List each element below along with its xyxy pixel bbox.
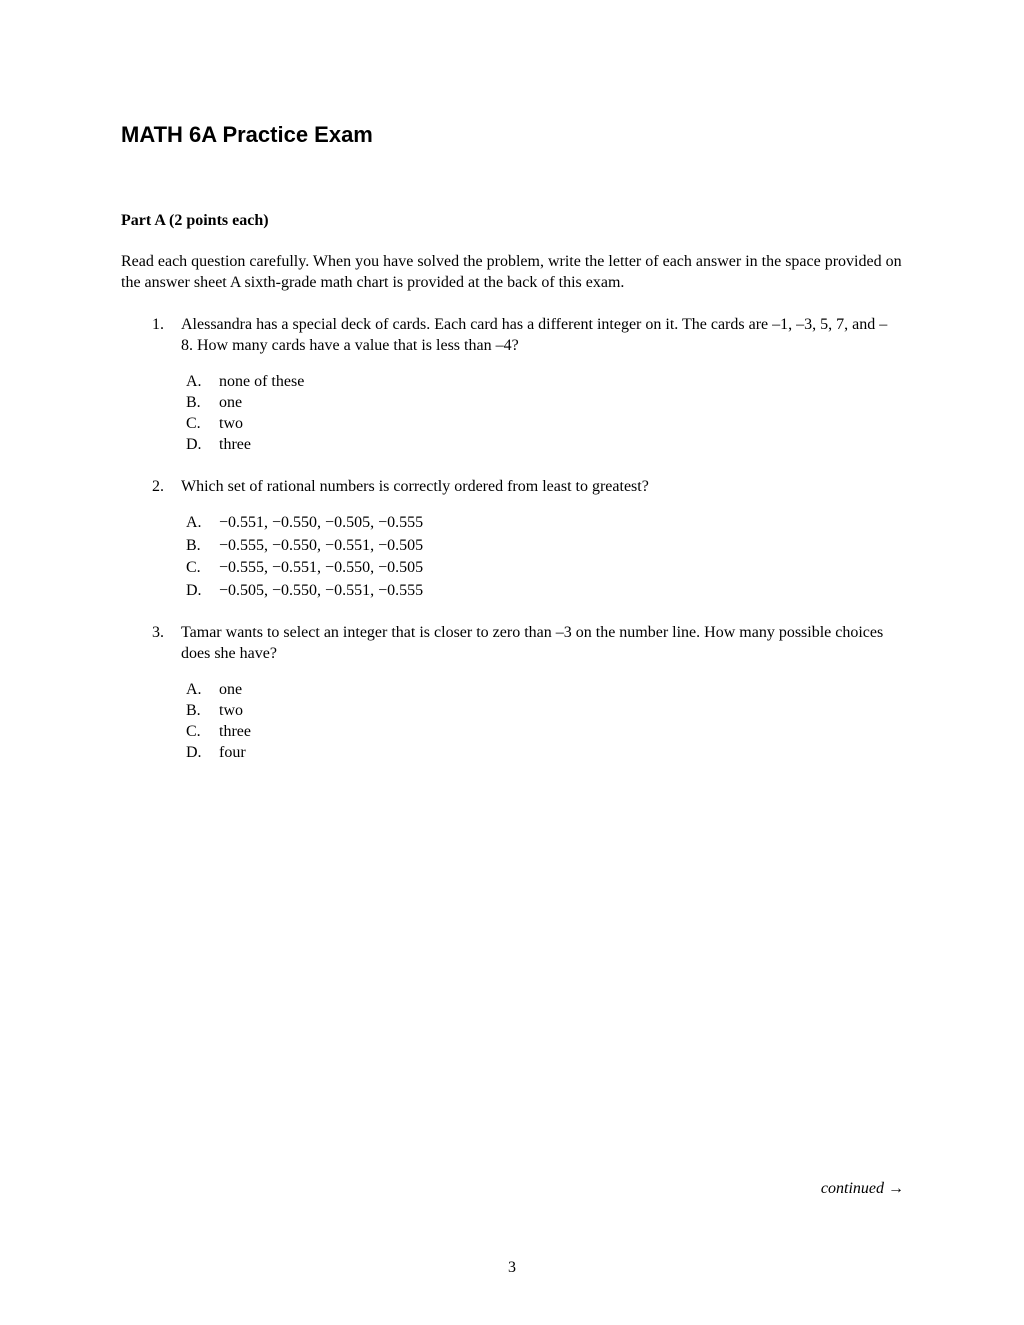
- question-3: [152, 622, 892, 763]
- option-letter: C.: [186, 559, 201, 576]
- option-text: one: [219, 681, 243, 698]
- option-letter: D.: [186, 744, 202, 761]
- option-text: one: [219, 394, 243, 411]
- answer-option-c: [186, 413, 926, 434]
- question-text: Tamar wants to select an integer that is closer to zero than –3 on the number line. How many possible choices does she have?: [181, 624, 884, 662]
- answer-option-d: [186, 742, 926, 763]
- option-text: −0.505, −0.550, −0.551, −0.555: [219, 581, 424, 599]
- option-letter: C.: [186, 415, 201, 432]
- option-text: three: [219, 436, 251, 453]
- answer-option-a: [186, 512, 926, 535]
- answer-option-c: [186, 721, 926, 742]
- answer-option-b: [186, 535, 926, 558]
- answer-option-a: [186, 371, 926, 392]
- option-text: two: [219, 702, 243, 719]
- answer-option-b: [186, 700, 926, 721]
- answer-option-d: [186, 580, 926, 603]
- option-letter: B.: [186, 702, 201, 719]
- question-2: [152, 476, 892, 602]
- question-text: Which set of rational numbers is correctly ordered from least to greatest?: [181, 478, 649, 495]
- answer-options: [186, 679, 926, 763]
- option-letter: A.: [186, 373, 202, 390]
- option-text: −0.551, −0.550, −0.505, −0.555: [219, 514, 424, 531]
- instructions: Read each question carefully. When you have solved the problem, write the letter of each answer in the space provided on the answer sheet A sixth-grade math chart is provided at the back of this exam.: [121, 253, 902, 291]
- option-text: −0.555, −0.550, −0.551, −0.505: [219, 536, 424, 554]
- question-1: [152, 314, 892, 455]
- answer-option-b: [186, 392, 926, 413]
- question-stem: [152, 476, 892, 497]
- option-letter: A.: [186, 514, 202, 531]
- option-letter: B.: [186, 536, 201, 554]
- answer-option-d: [186, 434, 926, 455]
- option-letter: D.: [186, 436, 202, 453]
- option-letter: A.: [186, 681, 202, 698]
- question-number: 2.: [152, 478, 164, 495]
- page-number: 3: [508, 1259, 516, 1276]
- question-stem: [152, 314, 892, 356]
- question-stem: [152, 622, 892, 664]
- option-letter: D.: [186, 581, 202, 599]
- page-title: MATH 6A Practice Exam: [121, 122, 373, 147]
- question-text: Alessandra has a special deck of cards. Each card has a different integer on it. The cards are –1, –3, 5, 7, and –8. How many cards have a value that is less than –4?: [181, 316, 888, 354]
- option-text: none of these: [219, 373, 305, 390]
- continued-note: continued →: [820, 1180, 904, 1197]
- question-number: 3.: [152, 624, 164, 641]
- answer-option-a: [186, 679, 926, 700]
- part-heading: Part A (2 points each): [121, 212, 269, 229]
- option-letter: B.: [186, 394, 201, 411]
- option-text: −0.555, −0.551, −0.550, −0.505: [219, 559, 424, 576]
- option-text: three: [219, 723, 251, 740]
- question-number: 1.: [152, 316, 164, 333]
- answer-options: [186, 512, 926, 602]
- option-text: four: [219, 744, 246, 761]
- answer-options: [186, 371, 926, 455]
- option-letter: C.: [186, 723, 201, 740]
- answer-option-c: [186, 557, 926, 580]
- option-text: two: [219, 415, 243, 432]
